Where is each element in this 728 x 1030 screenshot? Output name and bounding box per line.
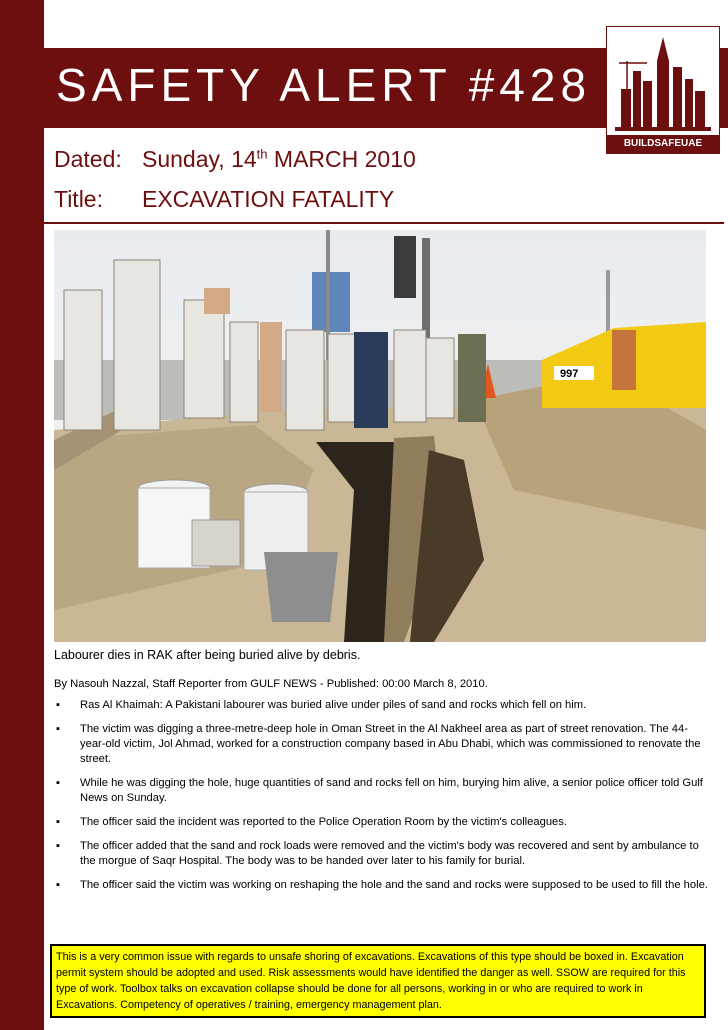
excavation-photo [54,230,706,642]
article-headline: Labourer dies in RAK after being buried alive by debris. [54,648,361,662]
date-line [54,146,416,173]
list-item: ▪ While he was digging the hole, huge quantities of sand and rocks fell on him, burying him alive, a senior police officer told Gulf News on Sunday. [54,776,708,806]
dated-label: Dated: [54,146,122,172]
safety-note-box: This is a very common issue with regards to unsafe shoring of excavations. Excavations of this type should be boxed in. Excavation permit system should be adopted and used. Risk assessments would have identified the danger as well. SSOW are required for this type of work. Toolbox talks on excavation collapse should be done for all persons, working in or who are required to work in Excavations. Competency of operatives / training, emergency management plan. [50,944,706,1018]
list-item: ▪ The victim was digging a three-metre-deep hole in Oman Street in the Al Nakheel area as part of street renovation. The 44-year-old victim, Jol Ahmad, worked for a construction company based in Abu Dhabi, which was commissioned to renovate the street. [54,722,708,767]
article-body [54,648,708,902]
date-suffix: th [256,146,268,162]
list-item: ▪ The officer said the incident was reported to the Police Operation Room by the victim's colleagues. [54,815,708,830]
list-item: ▪ Ras Al Khaimah: A Pakistani labourer was buried alive under piles of sand and rocks which fell on him. [54,698,708,713]
buildsafe-logo [606,26,720,154]
list-item: ▪ The officer said the victim was working on reshaping the hole and the sand and rocks were supposed to be used to fill the hole. [54,878,708,893]
date-value-main: Sunday, 14 [142,146,257,172]
header-rule [44,222,724,224]
vehicle-number: 997 [560,368,579,380]
article-bullets [54,698,708,893]
skyline-icon [613,31,713,131]
alert-title: SAFETY ALERT #428 [56,59,592,111]
logo-brand-text: BUILDSAFEUAE [607,135,719,153]
left-sidebar-band [0,0,44,1030]
title-line [54,186,394,213]
title-value: EXCAVATION FATALITY [142,186,395,212]
date-value-rest: MARCH 2010 [267,146,416,172]
list-item: ▪ The officer added that the sand and rock loads were removed and the victim's body was recovered and sent by ambulance to the morgue of Saqr Hospital. The body was to be handed over later to his family for burial. [54,839,708,869]
article-byline: By Nasouh Nazzal, Staff Reporter from GULF NEWS - Published: 00:00 March 8, 2010. [54,678,488,690]
title-label: Title: [54,186,103,212]
